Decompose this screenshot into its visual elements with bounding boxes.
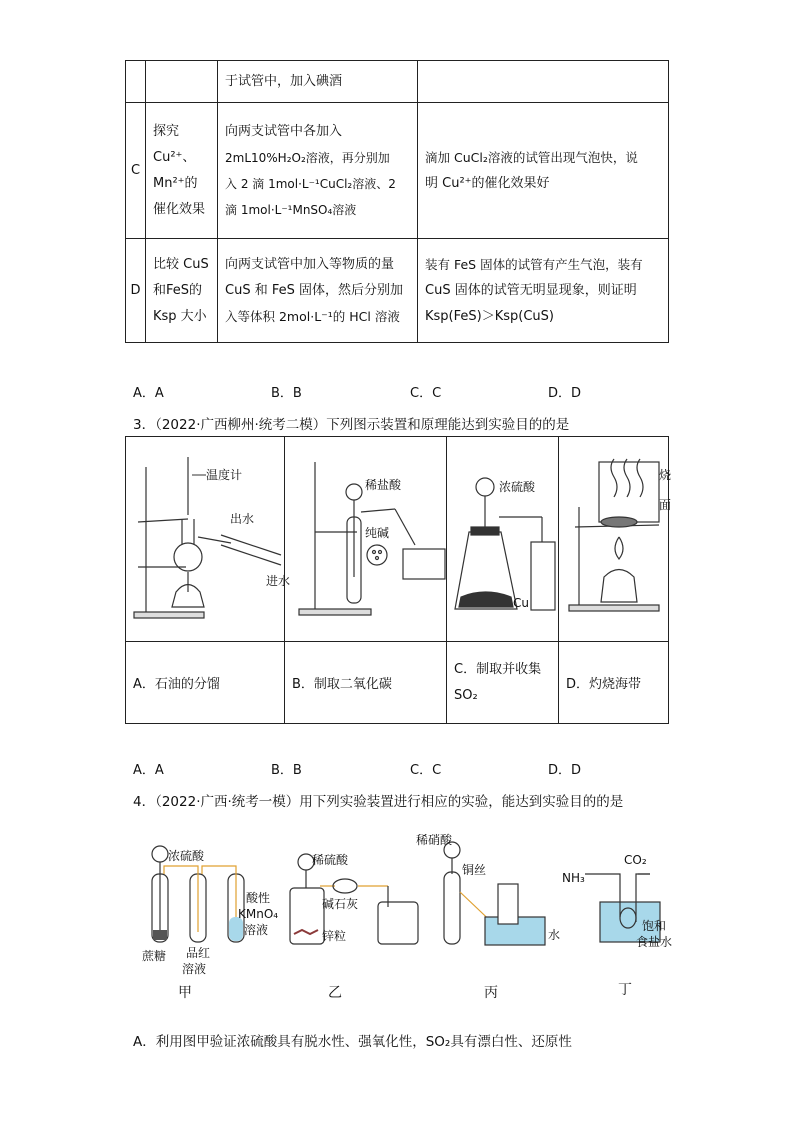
- cell-line: 向两支试管中加入等物质的量: [225, 256, 395, 272]
- cell-line: 装有 FeS 固体的试管有产生气泡，装有: [425, 256, 643, 272]
- label-yi: 乙: [328, 985, 342, 1001]
- label-copper-wire: 铜丝: [462, 863, 487, 877]
- label-nh3: NH₃: [562, 871, 585, 885]
- q4-option-a[interactable]: A．利用图甲验证浓硫酸具有脱水性、强氧化性，SO₂具有漂白性、还原性: [133, 1034, 572, 1050]
- row-letter: D: [126, 239, 146, 343]
- label-soda-lime: 碱石灰: [322, 897, 359, 911]
- cell-line: 明 Cu²⁺的催化效果好: [425, 175, 550, 191]
- choice-c[interactable]: C．C: [410, 763, 442, 778]
- table-cell: [218, 103, 418, 239]
- figure-co2-generator: [285, 437, 447, 642]
- label-water-out: 出水: [230, 512, 255, 526]
- choice-a[interactable]: A．A: [133, 763, 164, 778]
- label-zinc: 锌粒: [322, 929, 347, 943]
- q3-figure-table: [125, 436, 672, 724]
- cell-line: 和FeS的: [153, 282, 203, 298]
- table-cell: [218, 239, 418, 343]
- apparatus-bing: [444, 842, 545, 945]
- label-bing: 丙: [484, 985, 498, 1001]
- option-a[interactable]: A．石油的分馏: [126, 642, 285, 724]
- label-pinhong1: 品红: [186, 946, 211, 960]
- cell-line: Ksp(FeS)＞Ksp(CuS): [425, 308, 554, 324]
- distillation-apparatus-icon: [126, 437, 291, 637]
- table-row: [126, 61, 669, 103]
- figure-row: [126, 437, 669, 642]
- label-ding: 丁: [618, 982, 632, 998]
- label-dilute-hcl: 稀盐酸: [365, 478, 402, 492]
- experiment-table: [125, 60, 669, 343]
- flask-apparatus-icon: [447, 437, 559, 637]
- table-cell: [418, 103, 669, 239]
- label-kmno4-2: KMnO₄: [238, 907, 279, 921]
- cell-line: Ksp 大小: [153, 308, 207, 324]
- figure-burn-seaweed: [559, 437, 672, 642]
- choice-d[interactable]: D．D: [548, 763, 582, 778]
- cell-line: 入 2 滴 1mol·L⁻¹CuCl₂溶液、2: [225, 176, 396, 191]
- cell-line: 滴 1mol·L⁻¹MnSO₄溶液: [225, 202, 357, 217]
- label-jia: 甲: [178, 985, 192, 1001]
- label-dilute-hno3: 稀硝酸: [416, 833, 453, 847]
- cell-line: 催化效果: [153, 201, 206, 217]
- option-d[interactable]: D．灼烧海带: [559, 642, 669, 724]
- label-dilute-h2so4: 稀硫酸: [312, 853, 349, 867]
- cell-line: 比较 CuS: [153, 256, 209, 272]
- choice-a[interactable]: A．A: [133, 386, 164, 401]
- label-pinhong2: 溶液: [182, 962, 207, 976]
- q4-stem: 4．（2022·广西·统考一模）用下列实验装置进行相应的实验，能达到实验目的的是: [133, 794, 624, 810]
- table-cell: [418, 239, 669, 343]
- label-brine1: 饱和: [642, 919, 667, 933]
- label-kmno4-3: 溶液: [244, 923, 269, 937]
- label-d1: 烧: [659, 468, 672, 482]
- label-conc-acid: 浓硫酸: [168, 849, 205, 863]
- option-c[interactable]: [447, 642, 559, 724]
- cell-line: 滴加 CuCl₂溶液的试管出现气泡快，说: [425, 149, 638, 165]
- label-cu: Cu: [513, 596, 529, 610]
- cell-line: CuS 和 FeS 固体，然后分别加: [225, 282, 403, 298]
- table-cell: 于试管中，加入碘酒: [218, 61, 418, 103]
- label-co2: CO₂: [624, 853, 647, 867]
- choice-b[interactable]: B．B: [271, 763, 302, 778]
- cell-line: 探究Cu²⁺、: [153, 123, 196, 165]
- table-row: [126, 239, 669, 343]
- label-conc-h2so4: 浓硫酸: [499, 480, 536, 494]
- label-water: 水: [548, 928, 561, 942]
- cell-line: 2mL10%H₂O₂溶液，再分别加: [225, 150, 390, 165]
- choice-d[interactable]: D．D: [548, 386, 582, 401]
- cell-line: 入等体积 2mol·L⁻¹的 HCl 溶液: [225, 308, 400, 324]
- label-brine2: 食盐水: [636, 935, 673, 949]
- label-soda: 纯碱: [365, 526, 390, 540]
- label-d2: 面: [659, 498, 672, 512]
- option-c-line1: C．制取并收集: [454, 661, 542, 677]
- table-row: [126, 103, 669, 239]
- choice-b[interactable]: B．B: [271, 386, 302, 401]
- label-thermometer: 温度计: [206, 468, 243, 482]
- label-water-in: 进水: [266, 574, 291, 588]
- table-cell: [146, 103, 218, 239]
- q4-apparatus-figure: [130, 822, 690, 1007]
- figure-distillation: [126, 437, 291, 642]
- cell-line: Mn²⁺的: [153, 175, 198, 191]
- cell-line: CuS 固体的试管无明显现象，则证明: [425, 282, 637, 298]
- options-row: [126, 642, 669, 724]
- burner-apparatus-icon: [559, 437, 672, 637]
- cell-line: 向两支试管中各加入: [225, 123, 343, 139]
- label-sugar: 蔗糖: [142, 949, 167, 963]
- row-letter: C: [126, 103, 146, 239]
- figure-so2-collection: [447, 437, 559, 642]
- table-cell: [146, 239, 218, 343]
- option-c-line2: SO₂: [454, 687, 478, 703]
- label-kmno4-1: 酸性: [246, 891, 271, 905]
- gas-generator-icon: [285, 437, 447, 637]
- option-b[interactable]: B．制取二氧化碳: [285, 642, 447, 724]
- choice-c[interactable]: C．C: [410, 386, 442, 401]
- q3-stem: 3．（2022·广西柳州·统考二模）下列图示装置和原理能达到实验目的的是: [133, 417, 570, 433]
